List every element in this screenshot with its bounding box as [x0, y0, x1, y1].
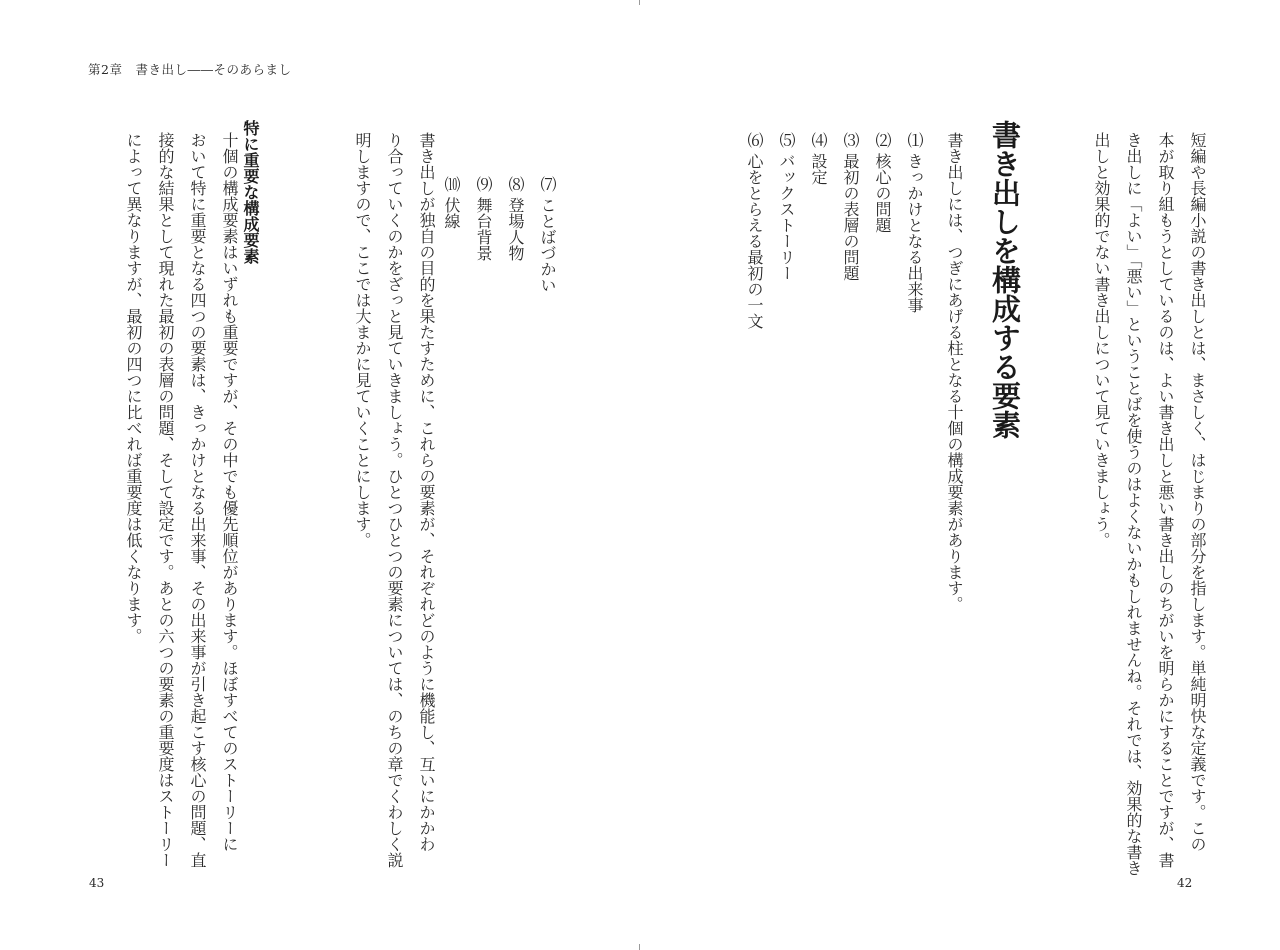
- subsection-heading: 特に重要な構成要素: [241, 120, 260, 264]
- text-line: き出しに「よい」「悪い」ということばを使うのはよくないかもしれませんね。それでは、効果的な書き: [1124, 132, 1143, 876]
- list-item: ⑹ 心をとらえる最初の一文: [745, 132, 764, 330]
- intro-paragraph: [1085, 132, 1213, 876]
- list-item: ⑴ きっかけとなる出来事: [905, 132, 924, 314]
- element-list-first: [738, 132, 930, 329]
- list-item: ⑻ 登場人物: [506, 176, 525, 262]
- running-head: 第2章 書き出し――そのあらまし: [88, 62, 292, 77]
- text-line: り合っていくのかをざっと見ていきましょう。ひとつひとつの要素については、のちの章でくわしく説: [385, 132, 404, 868]
- list-item: ⑺ ことばづかい: [538, 176, 557, 294]
- subsection-paragraph: [117, 132, 245, 868]
- section-heading: 書き出しを構成する要素: [988, 120, 1022, 439]
- text-line: によって異なりますが、最初の四つに比べれば重要度は低くなります。: [124, 132, 143, 644]
- text-line: 書き出しが独自の目的を果たすために、これらの要素が、それぞれどのように機能し、互いにかかわ: [417, 132, 436, 852]
- text-line: 本が取り組もうとしているのは、よい書き出しと悪い書き出しのちがいを明らかにすることですが、書: [1156, 132, 1175, 868]
- text-line: 出しと効果的でない書き出しについて見ていきましょう。: [1092, 132, 1111, 548]
- page-number-right: 42: [1177, 876, 1193, 890]
- list-item: ⑵ 核心の問題: [873, 132, 892, 234]
- text-line: 書き出しには、つぎにあげる柱となる十個の構成要素があります。: [945, 132, 964, 612]
- list-item: ⑷ 設定: [809, 132, 828, 186]
- text-line: 接的な結果として現れた最初の表層の問題、そして設定です。あとの六つの要素の重要度はストーリー: [156, 132, 175, 868]
- crop-mark-top: [639, 0, 640, 5]
- text-line: 明しますので、ここでは大まかに見ていくことにします。: [353, 132, 372, 548]
- element-list-second: [435, 176, 563, 293]
- crop-mark-bottom: [639, 944, 640, 950]
- list-item: ⑶ 最初の表層の問題: [841, 132, 860, 282]
- text-line: 短編や長編小説の書き出しとは、まさしく、はじまりの部分を指します。単純明快な定義です。この: [1188, 132, 1207, 852]
- page-number-left: 43: [89, 876, 105, 890]
- body-paragraph: [346, 132, 442, 868]
- lead-text: [938, 132, 970, 612]
- list-item: ⑽ 伏線: [442, 176, 461, 230]
- text-line: おいて特に重要となる四つの要素は、きっかけとなる出来事、その出来事が引き起こす核心の問題、直: [188, 132, 207, 868]
- text-line: 十個の構成要素はいずれも重要ですが、その中でも優先順位があります。ほぼすべてのストーリーに: [220, 132, 239, 852]
- list-item: ⑼ 舞台背景: [474, 176, 493, 262]
- list-item: ⑸ バックストーリー: [777, 132, 796, 282]
